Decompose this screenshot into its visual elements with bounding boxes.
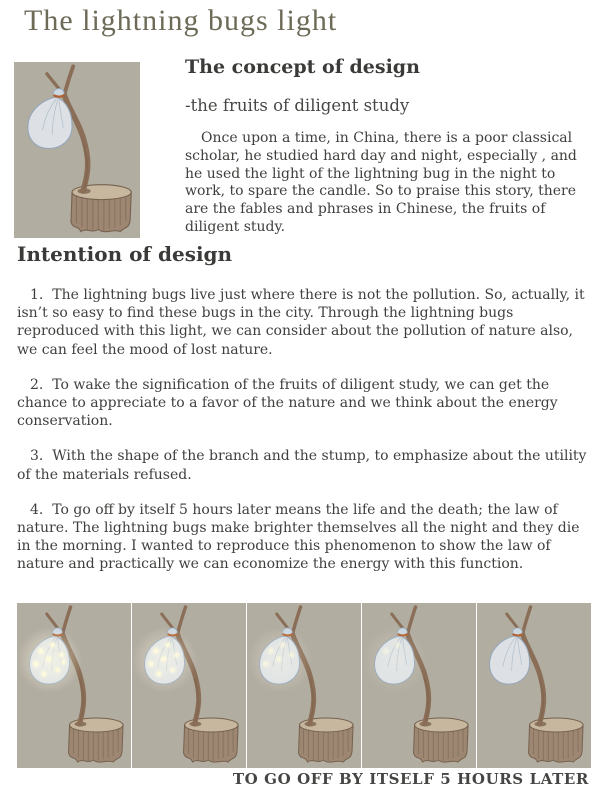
glow-layer xyxy=(362,627,427,693)
sequence-panel-2 xyxy=(132,603,246,768)
glow-layer xyxy=(247,627,312,693)
sequence-panel-4 xyxy=(362,603,476,768)
intention-list xyxy=(17,286,591,591)
lamp-sequence-strip xyxy=(17,603,591,768)
sequence-panel-5 xyxy=(477,603,591,768)
intention-item-3: 3. With the shape of the branch and the stump, to emphasize about the utility of the materials refused. xyxy=(17,448,591,483)
concept-subtitle: -the fruits of diligent study xyxy=(185,96,410,115)
intention-item-4: 4. To go off by itself 5 hours later means the life and the death; the law of nature. The lightning bugs make brighter themselves all the night and they die in the morning. I wanted to reproduce this phenomenon to show the law of nature and practically we can economize the energy with this function. xyxy=(17,501,584,573)
glow-layer xyxy=(477,627,542,693)
intention-heading: Intention of design xyxy=(17,242,233,266)
glow-layer xyxy=(132,627,197,693)
glow-layer xyxy=(17,627,82,693)
concept-body-paragraph: Once upon a time, in China, there is a poor classical scholar, he studied hard day and night, especially , and he used the light of the lightning bug in the night to work, to spare the candle. So to praise this story, there are the fables and phrases in Chinese, the fruits of diligent study. xyxy=(185,130,582,235)
intention-item-2: 2. To wake the signification of the fruits of diligent study, we can get the chance to appreciate to a favor of the nature and we think about the energy conservation. xyxy=(17,376,563,430)
page-title: The lightning bugs light xyxy=(24,4,338,37)
sequence-panel-3 xyxy=(247,603,361,768)
sequence-panel-1 xyxy=(17,603,131,768)
lamp-drawing-main xyxy=(14,62,140,238)
concept-section xyxy=(185,56,592,237)
concept-heading: The concept of design xyxy=(185,56,420,78)
intention-item-1: 1. The lightning bugs live just where there is not the pollution. So, actually, it isn’t so easy to find these bugs in the city. Through the lightning bugs reproduced with this light, we can consider about the pollution of nature also, we can feel the mood of lost nature. xyxy=(17,287,590,358)
sequence-caption: TO GO OFF BY ITSELF 5 HOURS LATER xyxy=(232,770,589,788)
